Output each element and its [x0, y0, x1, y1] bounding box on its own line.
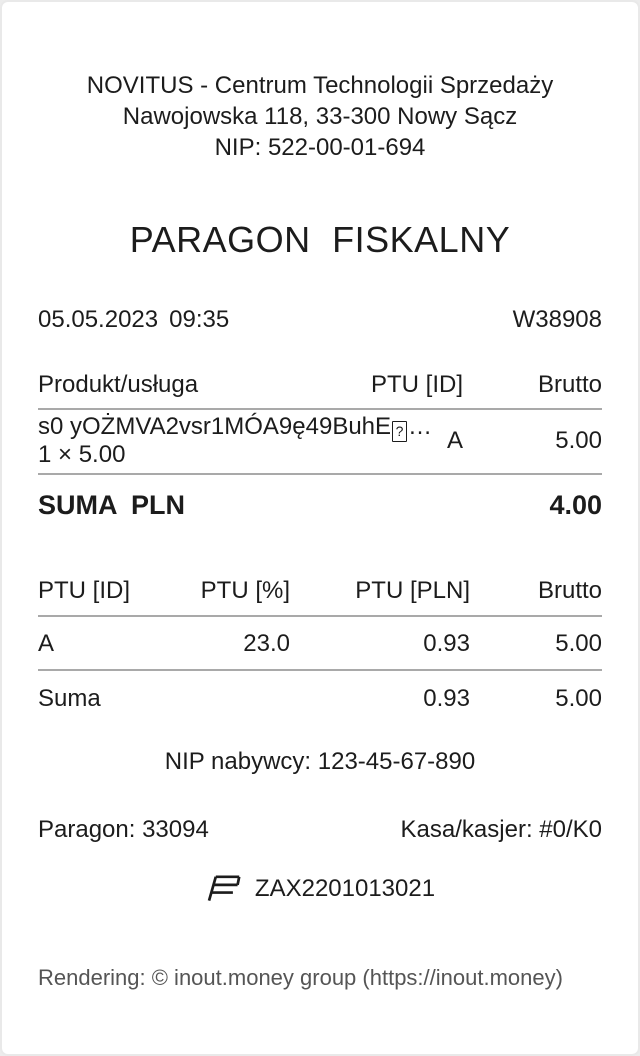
divider: [38, 473, 602, 475]
ptu-table-header: [38, 577, 602, 605]
total-label: SUMA PLN: [38, 490, 185, 520]
receipt-date: 05.05.2023: [38, 306, 159, 333]
fiscal-memory-id: ZAX2201013021: [254, 874, 436, 902]
item-qty-price: 1 × 5.00: [38, 441, 126, 468]
ptu-suma-percent: [170, 685, 290, 713]
receipt-title: PARAGON FISKALNY: [129, 219, 511, 260]
fiscal-pl-logo-icon: [205, 874, 241, 903]
ptu-suma-pln: 0.93: [423, 685, 470, 712]
meta-row: [38, 306, 602, 334]
col-brutto-label: Brutto: [537, 371, 602, 398]
paragon-number: Paragon: 33094: [38, 816, 209, 843]
ptu-percent: 23.0: [243, 630, 290, 657]
ptu-suma-brutto: 5.00: [555, 685, 602, 712]
merchant-header: [38, 70, 602, 163]
fiscal-row: [38, 874, 602, 903]
rendering-credit: Rendering: © inout.money group (https://inout.money): [38, 965, 563, 990]
merchant-name: NOVITUS - Centrum Technologii Sprzedaży: [86, 72, 554, 99]
ptu-id: A: [38, 630, 55, 657]
bottom-row: [38, 816, 602, 844]
receipt-number: W38908: [512, 306, 602, 333]
datetime: [38, 306, 229, 334]
total-row: [38, 489, 602, 521]
divider: [38, 615, 602, 617]
total-value: 4.00: [549, 490, 602, 520]
item-name-ellipsis: …: [408, 413, 433, 440]
missing-glyph-box: ?: [392, 421, 407, 442]
item-row: [38, 410, 602, 473]
ptu-row-a: [38, 630, 602, 658]
kasa-kasjer: Kasa/kasjer: #0/K0: [400, 816, 602, 843]
ptu-row-suma: [38, 685, 602, 713]
ptu-col-pln-label: PTU [PLN]: [355, 577, 470, 604]
item-brutto: 5.00: [555, 427, 602, 454]
receipt-time: 09:35: [169, 306, 230, 333]
buyer-nip: NIP nabywcy: 123-45-67-890: [164, 748, 476, 775]
receipt-content: [2, 70, 638, 992]
merchant-nip: NIP: 522-00-01-694: [214, 134, 426, 161]
item-ptu-id: A: [446, 427, 463, 454]
merchant-address: Nawojowska 118, 33-300 Nowy Sącz: [122, 103, 518, 130]
item-name-cell: [38, 414, 433, 468]
ptu-suma-label: Suma: [38, 685, 101, 712]
ptu-col-percent-label: PTU [%]: [200, 577, 290, 604]
ptu-pln: 0.93: [423, 630, 470, 657]
ptu-col-id-label: PTU [ID]: [38, 577, 131, 604]
col-ptu-label: PTU [ID]: [370, 371, 463, 398]
ptu-brutto: 5.00: [555, 630, 602, 657]
items-table-header: [38, 371, 602, 399]
ptu-col-brutto-label: Brutto: [537, 577, 602, 604]
item-name: s0 yOŻMVA2vsr1MÓA9ę49BuhE: [38, 413, 392, 440]
col-product-label: Produkt/usługa: [38, 371, 199, 398]
divider: [38, 669, 602, 671]
